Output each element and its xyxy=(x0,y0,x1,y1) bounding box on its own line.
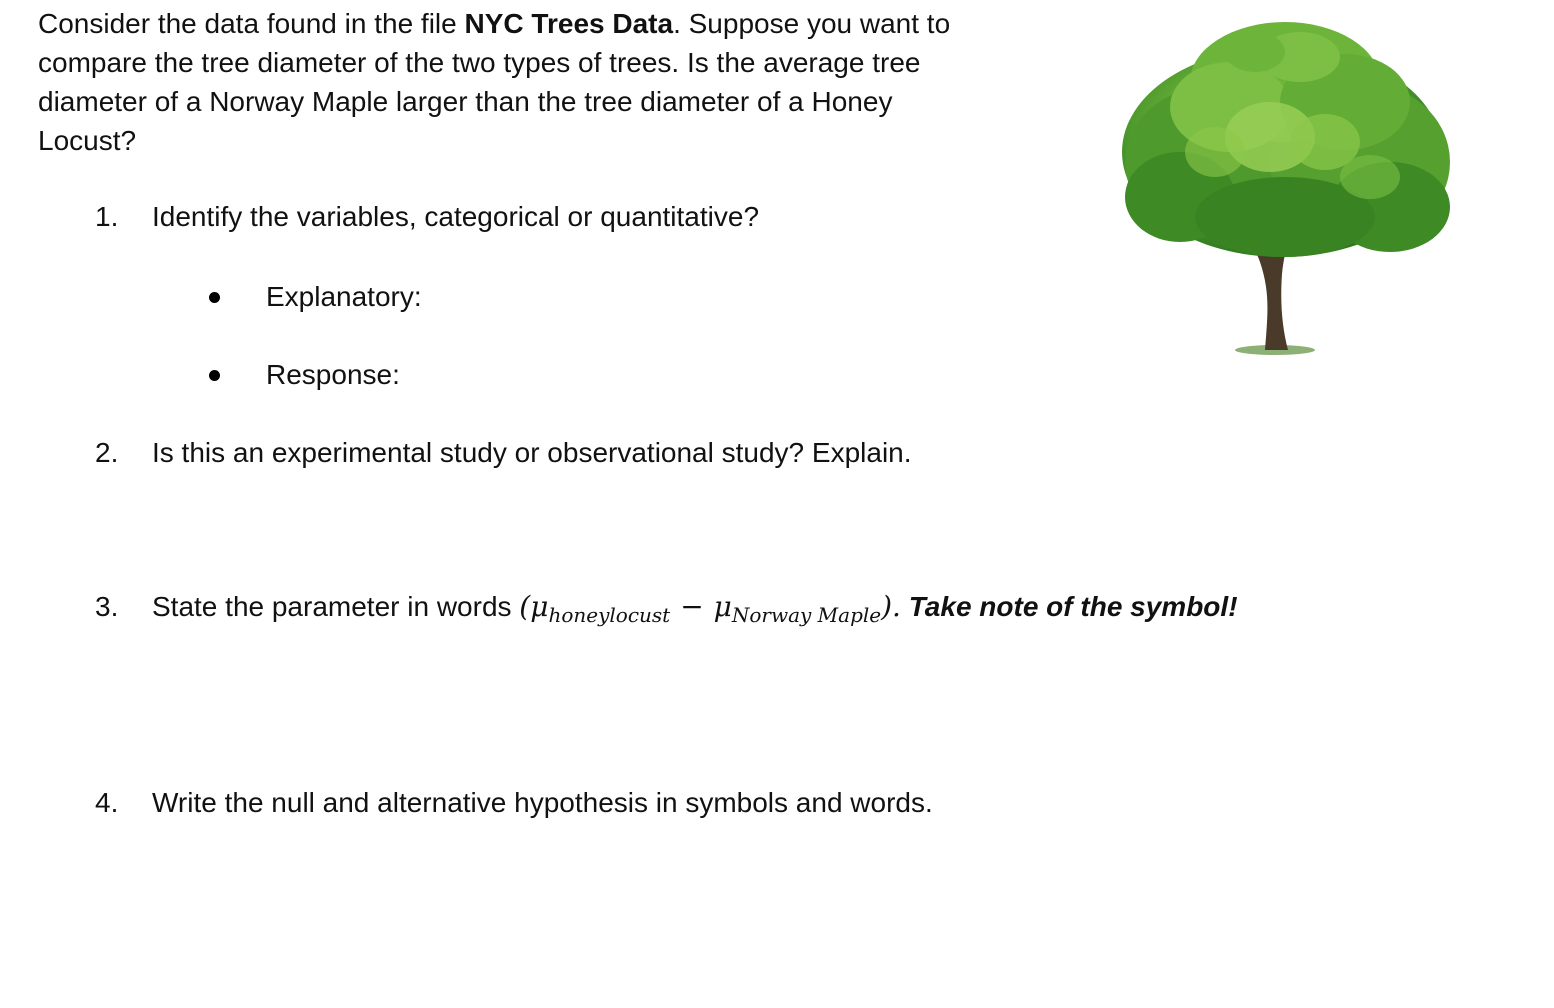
intro-text-end: . Suppose you want to compare the tree diameter of the two types of trees. Is the average tree diameter of a Norway Maple larger than the tree diameter of a Honey Locust? xyxy=(38,8,951,156)
tree-foliage xyxy=(1122,22,1450,257)
minus-sign: − xyxy=(680,590,704,623)
bullet-dot-icon xyxy=(209,292,220,303)
question-text xyxy=(152,589,1238,633)
subscript-norway-maple: Norway Maple xyxy=(731,603,882,627)
question-number: 4. xyxy=(95,787,119,818)
bullet-dot-icon xyxy=(209,370,220,381)
tree-image-icon xyxy=(1110,12,1455,362)
file-name: NYC Trees Data xyxy=(464,8,674,39)
question-text: Write the null and alternative hypothesis in symbols and words. xyxy=(152,787,933,818)
question-number: 2. xyxy=(95,437,119,468)
bullet-label: Explanatory: xyxy=(266,281,422,312)
question-text: Is this an experimental study or observational study? Explain. xyxy=(152,437,912,468)
paren-close: ). xyxy=(881,590,901,623)
question-number: 3. xyxy=(95,591,119,622)
question-text-before: State the parameter in words xyxy=(152,591,520,622)
bullet-label: Response: xyxy=(266,359,400,390)
subscript-honeylocust: honeylocust xyxy=(548,603,671,627)
intro-text-start: Consider the data found in the file xyxy=(38,8,465,39)
question-number: 1. xyxy=(95,201,119,232)
mu-symbol: μ xyxy=(713,590,732,623)
parameter-formula xyxy=(519,590,901,627)
symbol-note: Take note of the symbol! xyxy=(908,591,1238,622)
mu-symbol: μ xyxy=(530,590,549,623)
question-text: Identify the variables, categorical or quantitative? xyxy=(152,201,760,232)
paren-open: ( xyxy=(519,590,531,623)
intro-paragraph xyxy=(38,4,998,160)
